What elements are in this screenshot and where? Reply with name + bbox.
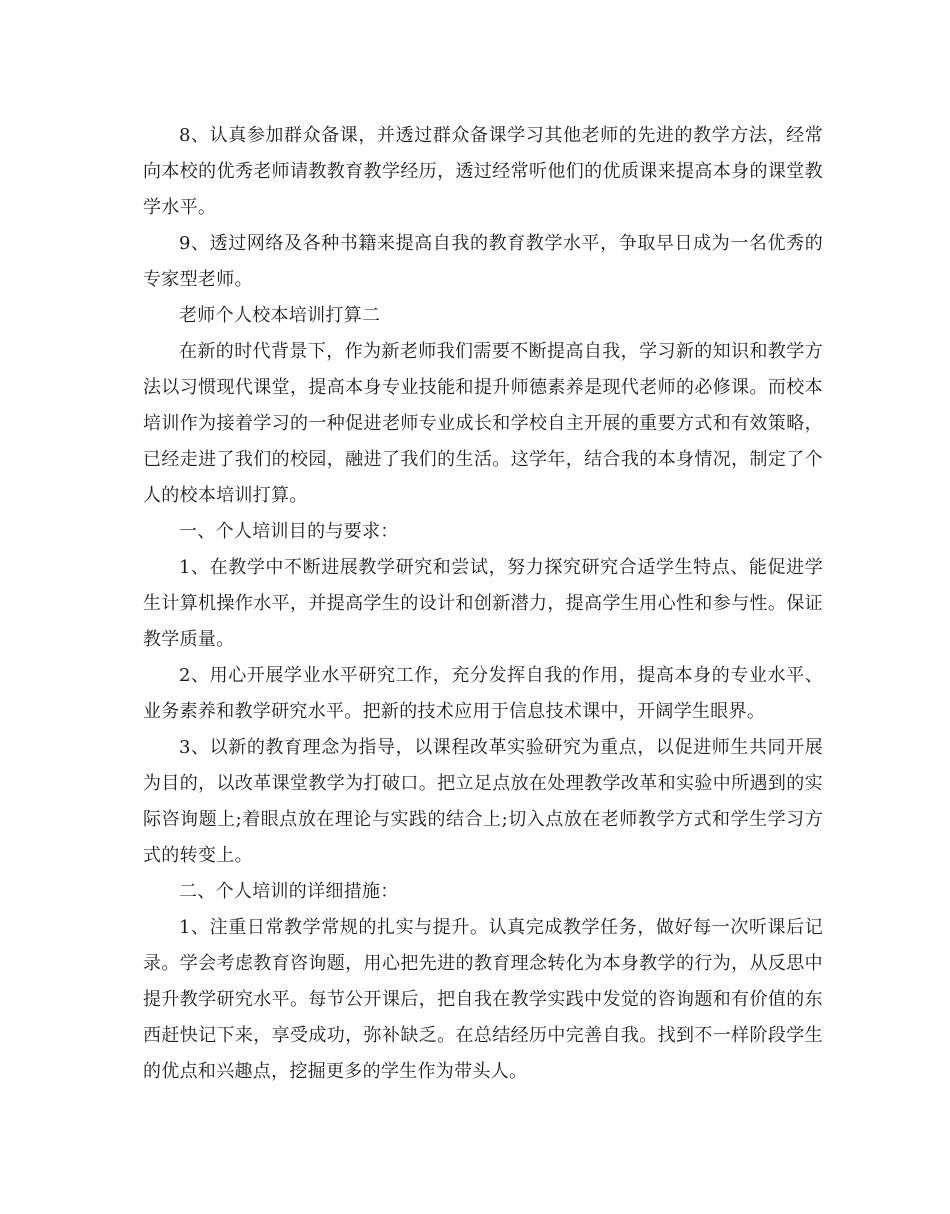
document-body <box>143 118 823 1090</box>
paragraph-item-9: 9、透过网络及各种书籍来提高自我的教育教学水平，争取早日成为一名优秀的专家型老师。 <box>143 233 823 290</box>
heading-goals: 一、个人培训目的与要求： <box>179 521 399 542</box>
goal-item-2: 2、用心开展学业水平研究工作，充分发挥自我的作用，提高本身的专业水平、业务素养和教学研究水平。把新的技术应用于信息技术课中，开阔学生眼界。 <box>143 665 823 722</box>
heading-measures: 二、个人培训的详细措施： <box>179 881 399 902</box>
measure-item-1: 1、注重日常教学常规的扎实与提升。认真完成教学任务，做好每一次听课后记录。学会考虑教育咨询题，用心把先进的教育理念转化为本身教学的行为，从反思中提升教学研究水平。每节公开课后，把自我在教学实践中发觉的咨询题和有价值的东西赶快记下来，享受成功，弥补缺乏。在总结经历中完善自我。找到不一样阶段学生的优点和兴趣点，挖掘更多的学生作为带头人。 <box>143 917 823 1082</box>
goal-item-1: 1、在教学中不断进展教学研究和尝试，努力探究研究合适学生特点、能促进学生计算机操作水平，并提高学生的设计和创新潜力，提高学生用心性和参与性。保证教学质量。 <box>143 557 823 650</box>
goal-item-3: 3、以新的教育理念为指导，以课程改革实验研究为重点，以促进师生共同开展为目的，以改革课堂教学为打破口。把立足点放在处理教学改革和实验中所遇到的实际咨询题上;着眼点放在理论与实践的结合上;切入点放在老师教学方式和学生学习方式的转变上。 <box>143 737 823 866</box>
paragraph-item-8: 8、认真参加群众备课，并透过群众备课学习其他老师的先进的教学方法，经常向本校的优秀老师请教教育教学经历，透过经常听他们的优质课来提高本身的课堂教学水平。 <box>143 125 823 218</box>
section-title: 老师个人校本培训打算二 <box>179 305 381 326</box>
intro-paragraph: 在新的时代背景下，作为新老师我们需要不断提高自我，学习新的知识和教学方法以习惯现代课堂，提高本身专业技能和提升师德素养是现代老师的必修课。而校本培训作为接着学习的一种促进老师专业成长和学校自主开展的重要方式和有效策略，已经走进了我们的校园，融进了我们的生活。这学年，结合我的本身情况，制定了个人的校本培训打算。 <box>143 341 823 506</box>
